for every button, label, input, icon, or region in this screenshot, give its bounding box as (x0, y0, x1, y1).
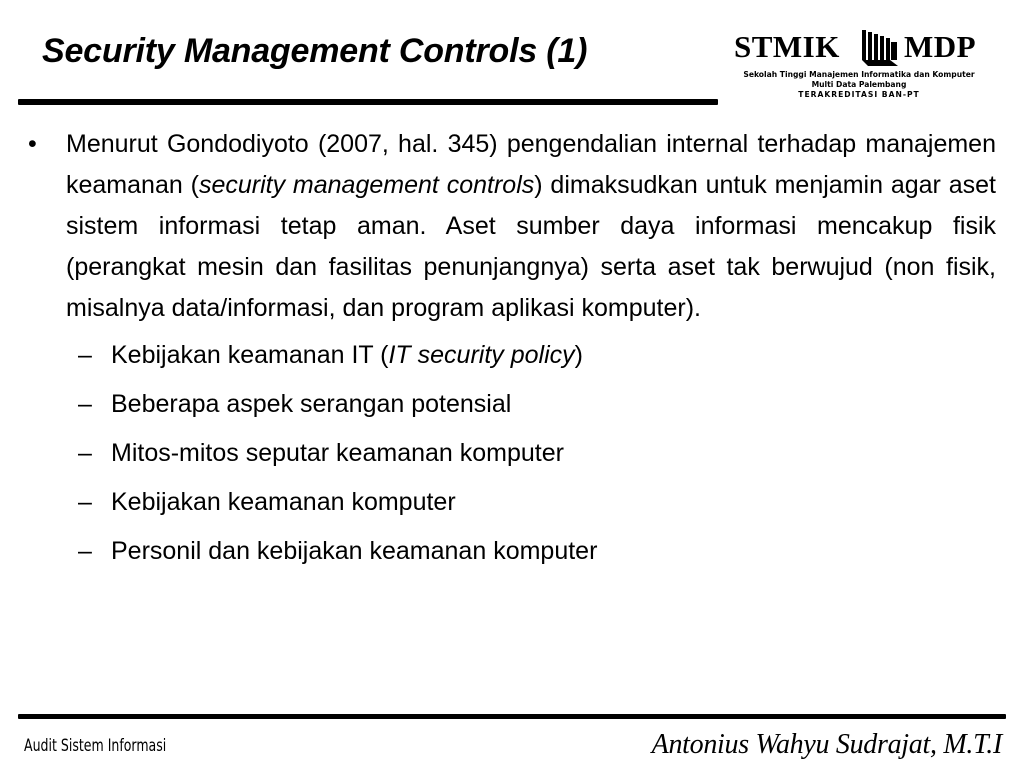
slide-content (28, 124, 996, 582)
logo-word-right: MDP (904, 29, 977, 64)
footer-author: Antonius Wahyu Sudrajat, M.T.I (651, 729, 1002, 760)
paragraph-text-before: Menurut Gondodiyoto (2007, hal. 345) pengendalian internal terhadap manajemen keamanan ( (66, 130, 996, 199)
sub-bullet-list (28, 337, 996, 570)
stmik-mdp-logo (728, 26, 990, 104)
dash-icon: – (78, 341, 92, 369)
footer-course-name: Audit Sistem Informasi (24, 736, 167, 756)
footer-divider (18, 714, 1006, 719)
sub-bullet-item (28, 337, 996, 374)
paragraph-text-after: ) dimaksudkan untuk menjamin agar aset sistem informasi tetap aman. Aset sumber daya informasi mencakup fisik (perangkat mesin dan fasilitas penunjangnya) serta aset tak berwujud (non fisik, misalnya data/informasi, dan program aplikasi komputer). (66, 171, 996, 322)
logo-institution-name: Sekolah Tinggi Manajemen Informatika dan Komputer (743, 70, 975, 79)
main-bullet (28, 124, 996, 329)
sub-item-text: Mitos-mitos seputar keamanan komputer (111, 439, 564, 467)
paragraph-emphasis: security management controls (198, 171, 535, 199)
sub-item-emphasis: IT security policy (388, 341, 575, 369)
bullet-icon: • (28, 130, 37, 158)
logo-wordmark (728, 26, 990, 68)
sub-item-text: Kebijakan keamanan komputer (111, 488, 456, 516)
sub-item-text-after: ) (574, 341, 583, 369)
dash-icon: – (78, 390, 92, 418)
sub-item-text: Personil dan kebijakan keamanan komputer (111, 537, 598, 565)
sub-bullet-item (28, 533, 996, 570)
logo-word-left: STMIK (734, 29, 840, 64)
dash-icon: – (78, 488, 92, 516)
sub-item-text-before: Kebijakan keamanan IT ( (111, 341, 389, 369)
logo-accreditation: TERAKREDITASI BAN-PT (798, 90, 920, 99)
sub-bullet-item (28, 435, 996, 472)
logo-institution-city: Multi Data Palembang (811, 80, 907, 89)
dash-icon: – (78, 537, 92, 565)
sub-bullet-item (28, 386, 996, 423)
sub-bullet-item (28, 484, 996, 521)
title-underline (18, 99, 718, 105)
slide-title: Security Management Controls (1) (42, 32, 588, 70)
book-stack-icon (860, 28, 900, 68)
sub-item-text: Beberapa aspek serangan potensial (111, 390, 512, 418)
dash-icon: – (78, 439, 92, 467)
